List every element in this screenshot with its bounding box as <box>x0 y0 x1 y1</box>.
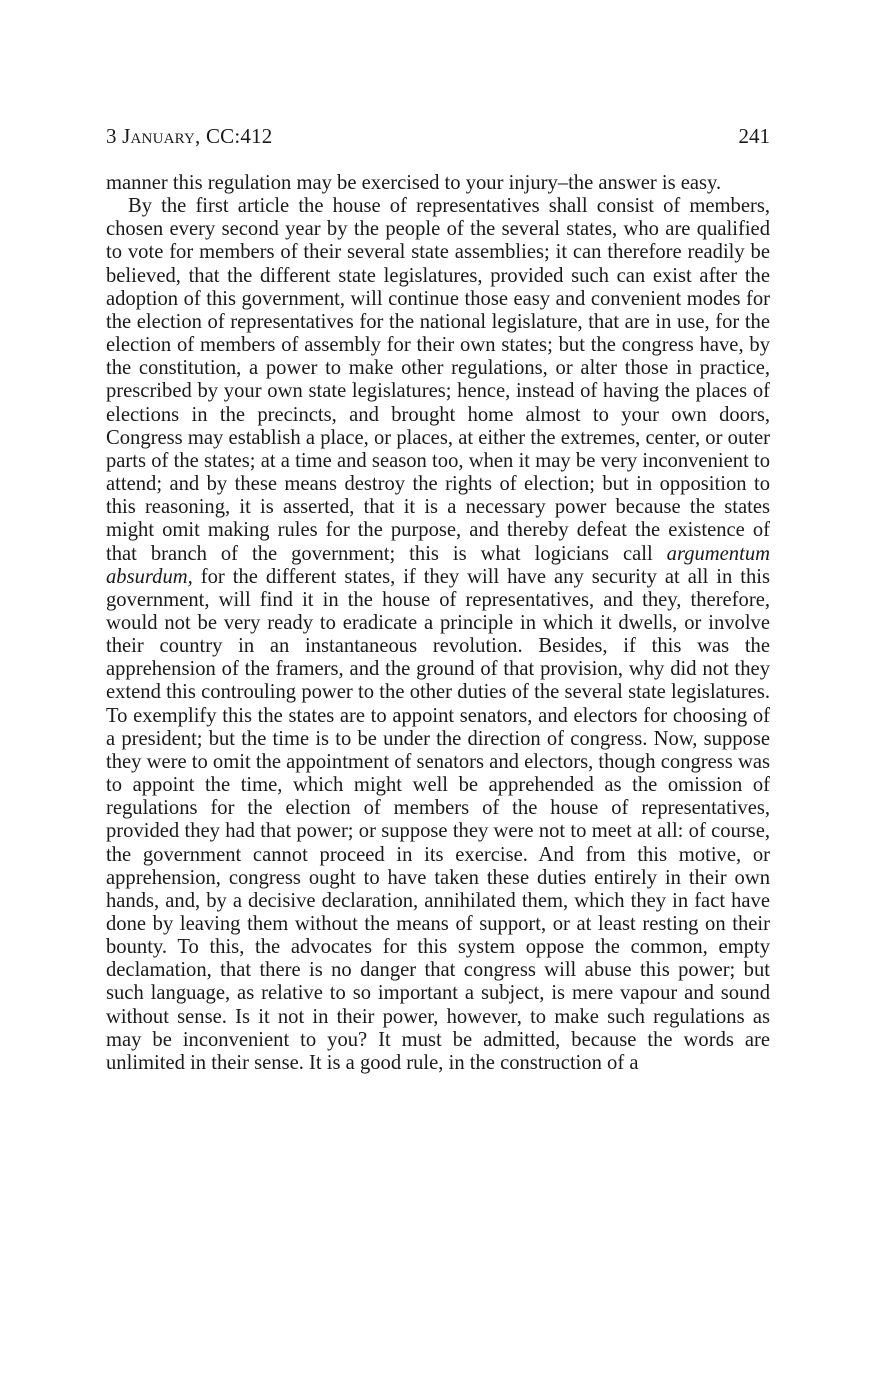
page-number: 241 <box>738 124 770 148</box>
paragraph-main <box>106 195 770 1075</box>
running-head-date-citation: 3 January, CC:412 <box>106 124 273 148</box>
paragraph-main-part-1: By the first article the house of representatives shall consist of members, chosen every second year by the people of the several states, who are qualified to vote for members of their several state assemblies; it can therefore readily be believed, that the different state legislatures, provided such can exist after the adoption of this government, will continue those easy and convenient modes for the election of representatives for the national legislature, that are in use, for the election of members of assembly for their own states; but the congress have, by the constitution, a power to make other regulations, or alter those in practice, prescribed by your own state legislatures; hence, instead of having the places of elections in the precincts, and brought home almost to your own doors, Congress may establish a place, or places, at either the extremes, center, or outer parts of the states; at a time and season too, when it may be very inconvenient to attend; and by these means destroy the rights of election; but in opposition to this reasoning, it is asserted, that it is a necessary power because the states might omit making rules for the purpose, and thereby defeat the existence of that branch of the government; this is what logicians call <box>106 195 770 565</box>
running-header <box>106 122 770 150</box>
document-page <box>106 122 770 1075</box>
latin-phrase: argumentum absurdum, <box>106 542 770 588</box>
paragraph-continuation: manner this regulation may be exercised to your injury–the answer is easy. <box>106 172 722 194</box>
body-text <box>106 172 770 1075</box>
paragraph-main-part-2: for the different states, if they will have any security at all in this government, will find it in the house of representatives, and they, therefore, would not be very ready to eradicate a principle in which it dwells, or involve their country in an instantaneous revolution. Besides, if this was the apprehension of the framers, and the ground of that provision, why did not they extend this controuling power to the other duties of the several state legislatures. To exemplify this the states are to appoint senators, and electors for choosing of a president; but the time is to be under the direction of congress. Now, suppose they were to omit the appointment of senators and electors, though congress was to appoint the time, which might well be apprehended as the omission of regulations for the election of members of the house of representatives, provided they had that power; or suppose they were not to meet at all: of course, the government cannot proceed in its exercise. And from this motive, or apprehension, congress ought to have taken these duties entirely in their own hands, and, by a decisive declaration, annihilated them, which they in fact have done by leaving them without the means of support, or at least resting on their bounty. To this, the advocates for this system oppose the common, empty declamation, that there is no danger that congress will abuse this power; but such language, as relative to so important a subject, is mere vapour and sound without sense. Is it not in their power, however, to make such regulations as may be inconvenient to you? It must be admitted, because the words are unlimited in their sense. It is a good rule, in the construction of a <box>106 565 770 1074</box>
